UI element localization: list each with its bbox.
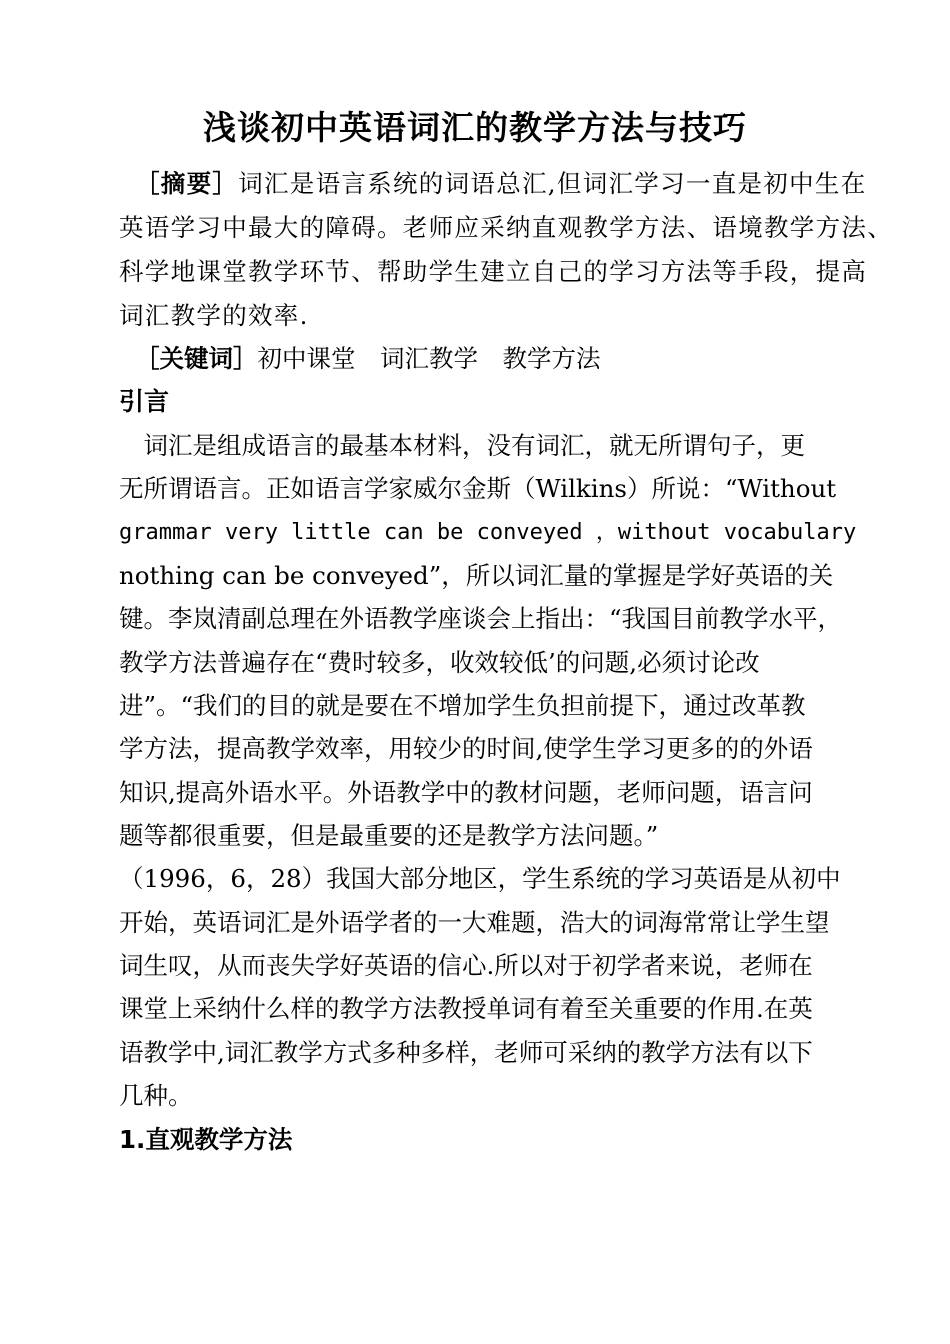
keywords-line [135, 343, 601, 375]
intro-line-10: 题等都很重要，但是最重要的还是教学方法问题。” [119, 821, 659, 850]
intro-line-5: 键。李岚清副总理在外语教学座谈会上指出：“我国目前教学水平， [119, 604, 843, 633]
keywords-text: 初中课堂 词汇教学 教学方法 [257, 344, 601, 373]
abstract-line-1: ［摘要］词汇是语言系统的词语总汇,但词汇学习一直是初中生在 [135, 169, 867, 198]
section-heading: 1.直观教学方法 [119, 1125, 293, 1154]
intro-line-15: 语教学中,词汇教学方式多种多样，老师可采纳的教学方法有以下 [119, 1038, 813, 1067]
intro-line-13: 词生叹，从而丧失学好英语的信心.所以对于初学者来说，老师在 [119, 951, 813, 980]
abstract-label: ［摘要］ [135, 169, 239, 198]
intro-line-11: （1996，6，28）我国大部分地区，学生系统的学习英语是从初中 [119, 864, 841, 893]
intro-line-3: grammar very little can be conveyed ，without vocabulary [119, 520, 857, 545]
abstract-line-3: 科学地课堂教学环节、帮助学生建立自己的学习方法等手段，提高 [119, 257, 868, 286]
intro-line-16: 几种。 [119, 1081, 193, 1110]
intro-line-12: 开始，英语词汇是外语学者的一大难题，浩大的词海常常让学生望 [119, 908, 830, 937]
intro-line-14: 课堂上采纳什么样的教学方法教授单词有着至关重要的作用.在英 [119, 994, 813, 1023]
intro-line-7: 进”。“我们的目的就是要在不增加学生负担前提下，通过改革教 [119, 691, 806, 720]
intro-line-2: 无所谓语言。正如语言学家威尔金斯（Wilkins）所说：“Without [119, 474, 837, 503]
intro-line-8: 学方法，提高教学效率，用较少的时间,使学生学习更多的的外语 [119, 734, 813, 763]
intro-heading: 引言 [119, 387, 170, 416]
keywords-label: ［关键词］ [135, 344, 258, 373]
intro-line-1: 词汇是组成语言的最基本材料，没有词汇，就无所谓句子，更 [119, 431, 805, 460]
intro-line-9: 知识,提高外语水平。外语教学中的教材问题，老师问题，语言问 [119, 778, 813, 807]
intro-line-4: nothing can be conveyed”，所以词汇量的掌握是学好英语的关 [119, 561, 834, 590]
page-title: 浅谈初中英语词汇的教学方法与技巧 [203, 108, 747, 147]
abstract-line-2: 英语学习中最大的障碍。老师应采纳直观教学方法、语境教学方法、 [119, 213, 893, 242]
abstract-line-4: 词汇教学的效率. [119, 301, 309, 330]
intro-line-6: 教学方法普遍存在“费时较多，收效较低’的问题,必须讨论改 [119, 648, 760, 677]
